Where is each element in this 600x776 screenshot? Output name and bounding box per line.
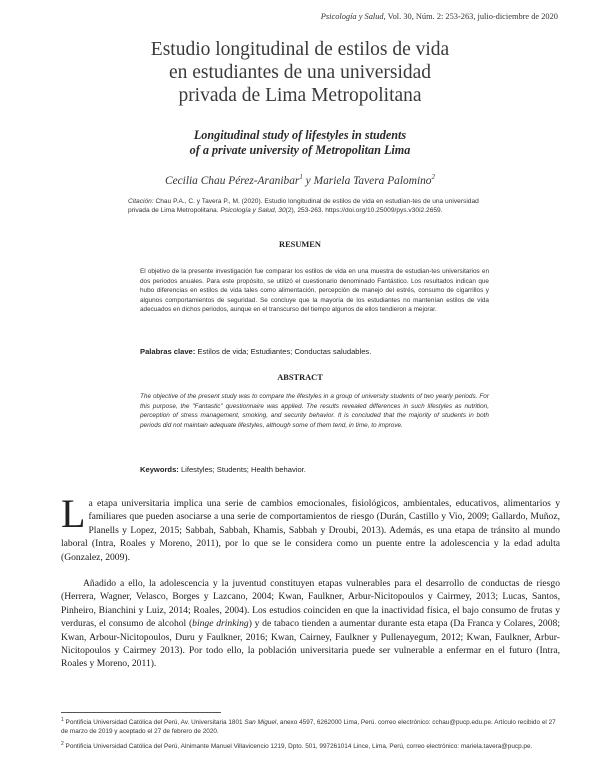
body-paragraph-2-text-a: Añadido a ello, la adolescencia y la juventud constituyen etapas vulnerables para el desarrollo de conductas de riesgo (Herrera, Wagner, Velasco, Borges y Lazcano, 2004; Kwan, Faulkner, Arbur-Nicitopoulos y Cairmey, 2013; Lucas, Santos, Pinheiro, Bianchini y Luiz, 2014; Roales, 2004). Los estudios coinciden en que la inactividad física, el bajo consumo de frutas y verduras, el consumo de alcohol (	[61, 578, 560, 630]
author-line	[0, 173, 600, 187]
author-connector: y	[302, 174, 314, 187]
citation-block	[128, 197, 486, 215]
body-paragraph-2-text-b: ) y de tabaco tienden a aumentar durante esta etapa (Da Franca y Colares, 2008; Kwan, Arbour-Nicitopoulos, Duru y Faulkner, 2016; Kwan, Cairney, Faulkner y Pullenayegum, 2012; Kwan, Faulkner, Arbur-Nicitopoulos y Cairmey 2013). Por todo ello, la población universitaria puede ser vulnerable a enfermar en el futuro (Intra, Roales y Moreno, 2011).	[61, 618, 560, 670]
footnote-1-italic: San Miguel	[244, 719, 277, 727]
keywords-values: Lifestyles; Students; Health behavior.	[178, 465, 306, 474]
body-paragraph-2-italic: binge drinking	[192, 618, 249, 630]
author-1: Cecilia Chau Pérez-Aranibar	[164, 174, 300, 187]
spanish-title	[0, 38, 600, 107]
english-title-line-1: Longitudinal study of lifestyles in students	[193, 128, 407, 142]
issue-details: , Vol. 30, Núm. 2: 253-263, julio-diciembre de 2020	[383, 12, 558, 21]
footnote-2-mark: 2	[61, 741, 64, 747]
citation-label: Citación:	[128, 198, 154, 205]
keywords-label: Keywords:	[140, 465, 179, 474]
author-2-affiliation-mark: 2	[431, 173, 436, 181]
body-paragraph-1	[61, 491, 560, 564]
keywords	[140, 465, 489, 474]
author-2: Mariela Tavera Palomino	[313, 174, 432, 187]
palabras-clave-label: Palabras clave:	[140, 347, 196, 356]
abstract-heading: ABSTRACT	[277, 373, 323, 382]
citation-journal: Psicología y Salud	[220, 207, 275, 214]
footnote-1	[61, 716, 560, 736]
journal-name: Psicología y Salud	[320, 12, 384, 21]
footnote-1-text-b: , anexo 4597, 6262000 Lima, Perú. correo electrónico: cchau@pucp.edu.pe. Artículo recibido el 27 de marzo de 2019 y aceptado el 27 de febrero de 2020.	[61, 719, 556, 736]
drop-cap: L	[61, 491, 86, 536]
citation-text-c: (2), 253-263. https://doi.org/10.25009/pys.v30i2.2659.	[285, 207, 443, 214]
resumen-heading: RESUMEN	[279, 240, 321, 249]
author-1-affiliation-mark: 1	[299, 173, 303, 181]
footnote-1-mark: 1	[61, 717, 64, 723]
palabras-clave	[140, 347, 489, 356]
citation-text-a: Chau P.A., C. y Tavera P., M. (2020). Estudio longitudinal de estilos de vida en estudian-tes de una universidad privada de Lima Metropolitana.	[128, 198, 479, 214]
footnote-2	[61, 740, 560, 751]
citation-volume: 30	[278, 207, 286, 214]
english-title-line-2: of a private university of Metropolitan Lima	[189, 143, 411, 157]
footnote-divider	[61, 712, 221, 713]
citation-text-b: ,	[274, 207, 279, 214]
abstract-text: The objective of the present study was to compare the lifestyles in a group of university students of two yearly periods. For this purpose, the "Fantastic" questionnaire was applied. The results revealed differences in such lifestyles as nutrition, perception of stress management, smoking, and security behavior. It is concluded that the majority of students in both periods did not maintain adequate lifestyles, although some of them tend, in time, to improve.	[140, 393, 489, 429]
palabras-clave-values: Estilos de vida; Estudiantes; Conductas saludables.	[195, 347, 372, 356]
spanish-title-line-3: privada de Lima Metropolitana	[178, 85, 422, 106]
running-header	[321, 12, 558, 21]
spanish-title-line-1: Estudio longitudinal de estilos de vida	[150, 39, 450, 60]
resumen-text: El objetivo de la presente investigación fue comparar los estilos de vida en una muestra de estudian-tes universitarios en dos periodos anuales. Para este propósito, se utilizó el cuestionario denominado Fantástico. Los resultados indican que hubo diferencias en estilos de vida tales como alimentación, percepción de manejo del estrés, consumo de cigarrillos y algunos comportamientos de seguridad. Se concluye que la mayoría de los estudiantes no mantenían estilos de vida adecuados en dichos periodos, aunque en el transcurso del tiempo algunos de ellos tendieron a mejorar.	[140, 268, 489, 313]
body-paragraph-1-text: a etapa universitaria implica una serie de cambios emocionales, fisiológicos, ambientales, educativos, alimentarios y familiares que pueden asociarse a una serie de comportamientos de riesgo (Durán, Castillo y Vio, 2009; Gallardo, Muñoz, Planells y Lopez, 2015; Sabbah, Sabbah, Khamis, Sabbah y Droubi, 2013). Además, es una etapa de tránsito al mundo laboral (Intra, Roales y Moreno, 2011), por lo que se le considera como un puente entre la adolescencia y la edad adulta (Gonzalez, 2009).	[61, 498, 560, 563]
footnote-2-text: Pontificia Universidad Católica del Perú, Alnimante Manuel Villavicencio 1219, Dpto. 501, 997261014 Lince, Lima, Perú, correo electrónico: mariela.tavera@pucp.pe.	[63, 743, 533, 751]
spanish-title-line-2: en estudiantes de una universidad	[168, 62, 432, 83]
english-title	[0, 128, 600, 158]
body-paragraph-2	[61, 577, 560, 671]
footnote-1-text-a: Pontificia Universidad Católica del Perú, Av. Universitaria 1801	[63, 719, 245, 727]
